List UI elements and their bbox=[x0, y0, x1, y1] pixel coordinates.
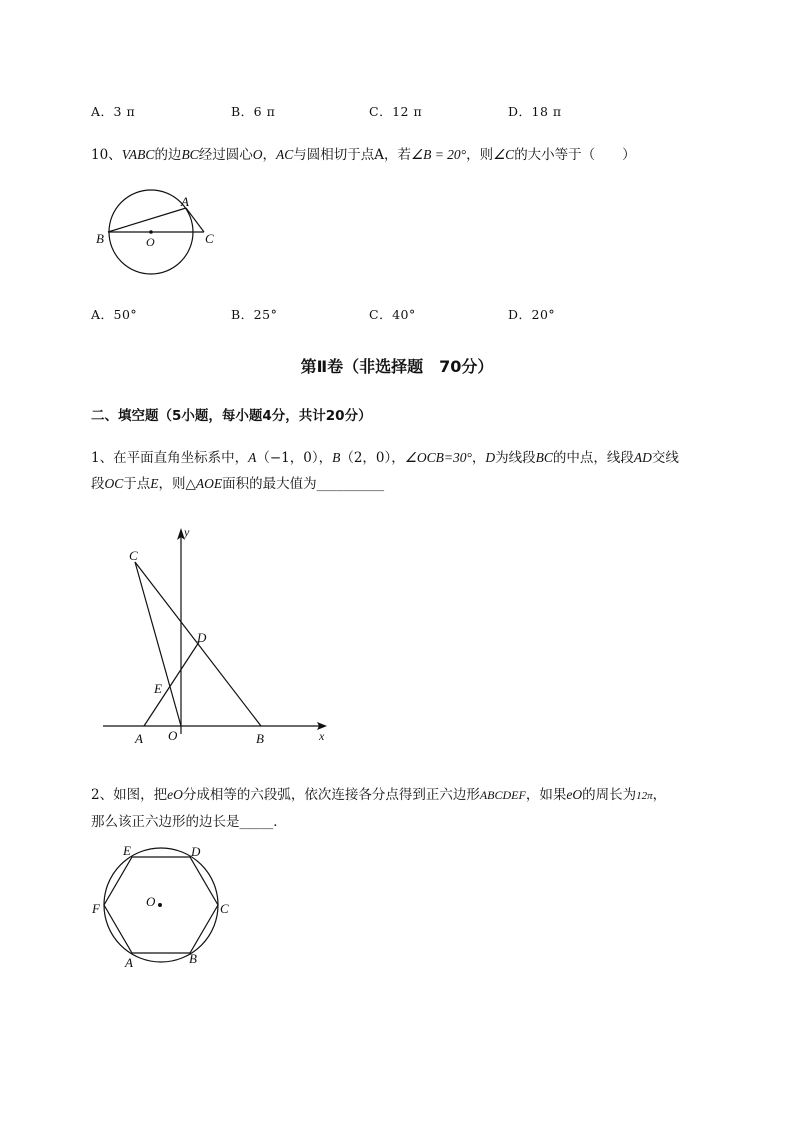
q1-label-y: y bbox=[184, 525, 190, 539]
q10-option-a: A．50° bbox=[91, 307, 138, 322]
q1-label-d: D bbox=[197, 630, 207, 645]
q2-label-o: O bbox=[146, 894, 156, 909]
q9-option-c: C．12 π bbox=[369, 104, 423, 119]
q1-label-o: O bbox=[168, 728, 178, 743]
q10-label-b: B bbox=[96, 231, 104, 246]
q2-label-a: A bbox=[125, 955, 133, 970]
segment-ad bbox=[144, 642, 199, 726]
segment-co bbox=[135, 562, 181, 726]
q10-label-c: C bbox=[205, 231, 214, 246]
q10-option-b: B．25° bbox=[231, 307, 278, 322]
q1-label-a: A bbox=[135, 731, 143, 746]
q2-label-b: B bbox=[189, 951, 197, 966]
part2-title: 第Ⅱ卷（非选择题 70分） bbox=[300, 357, 494, 376]
q1-label-x: x bbox=[319, 729, 325, 743]
section-heading: 二、填空题（5小题，每小题4分，共计20分） bbox=[91, 408, 372, 424]
q10-circle-figure bbox=[90, 180, 230, 280]
q10-option-c: C．40° bbox=[369, 307, 416, 322]
fill-q2-line2: 那么该正六边形的边长是_____． bbox=[91, 814, 287, 830]
q2-label-e: E bbox=[123, 843, 131, 858]
q9-option-b: B．6 π bbox=[231, 104, 276, 119]
q2-center-dot bbox=[158, 903, 162, 907]
q1-label-b: B bbox=[256, 731, 264, 746]
q2-label-f: F bbox=[92, 901, 100, 916]
fill-q2-line1: 2、如图，把eO分成相等的六段弧，依次连接各分点得到正六边形ABCDEF，如果eO的周长为12π， bbox=[91, 787, 667, 803]
fill-q1-line1: 1、在平面直角坐标系中，A（−1，0），B（2，0），∠OCB=30°，D为线段BC的中点，线段AD交线 bbox=[91, 450, 679, 466]
q10-option-d: D．20° bbox=[508, 307, 556, 322]
q10-text: 10、VABC的边BC经过圆心O，AC与圆相切于点A，若∠B = 20°，则∠C的大小等于（ ） bbox=[91, 147, 636, 163]
q10-segment-ac bbox=[186, 208, 204, 232]
q2-label-c: C bbox=[220, 901, 229, 916]
q10-label-a: A bbox=[181, 194, 189, 209]
fill-q1-line2: 段OC于点E，则△AOE面积的最大值为__________ bbox=[91, 476, 385, 492]
q1-coordinate-figure bbox=[95, 520, 345, 750]
q1-label-e: E bbox=[154, 681, 162, 696]
q2-label-d: D bbox=[191, 844, 201, 859]
q10-label-o: O bbox=[146, 235, 155, 249]
q9-option-a: A．3 π bbox=[91, 104, 136, 119]
q10-segment-ba bbox=[108, 208, 186, 232]
q1-label-c: C bbox=[129, 548, 138, 563]
q9-option-d: D．18 π bbox=[508, 104, 562, 119]
q2-hexagon-figure bbox=[88, 838, 238, 973]
q10-center-dot bbox=[149, 230, 153, 234]
